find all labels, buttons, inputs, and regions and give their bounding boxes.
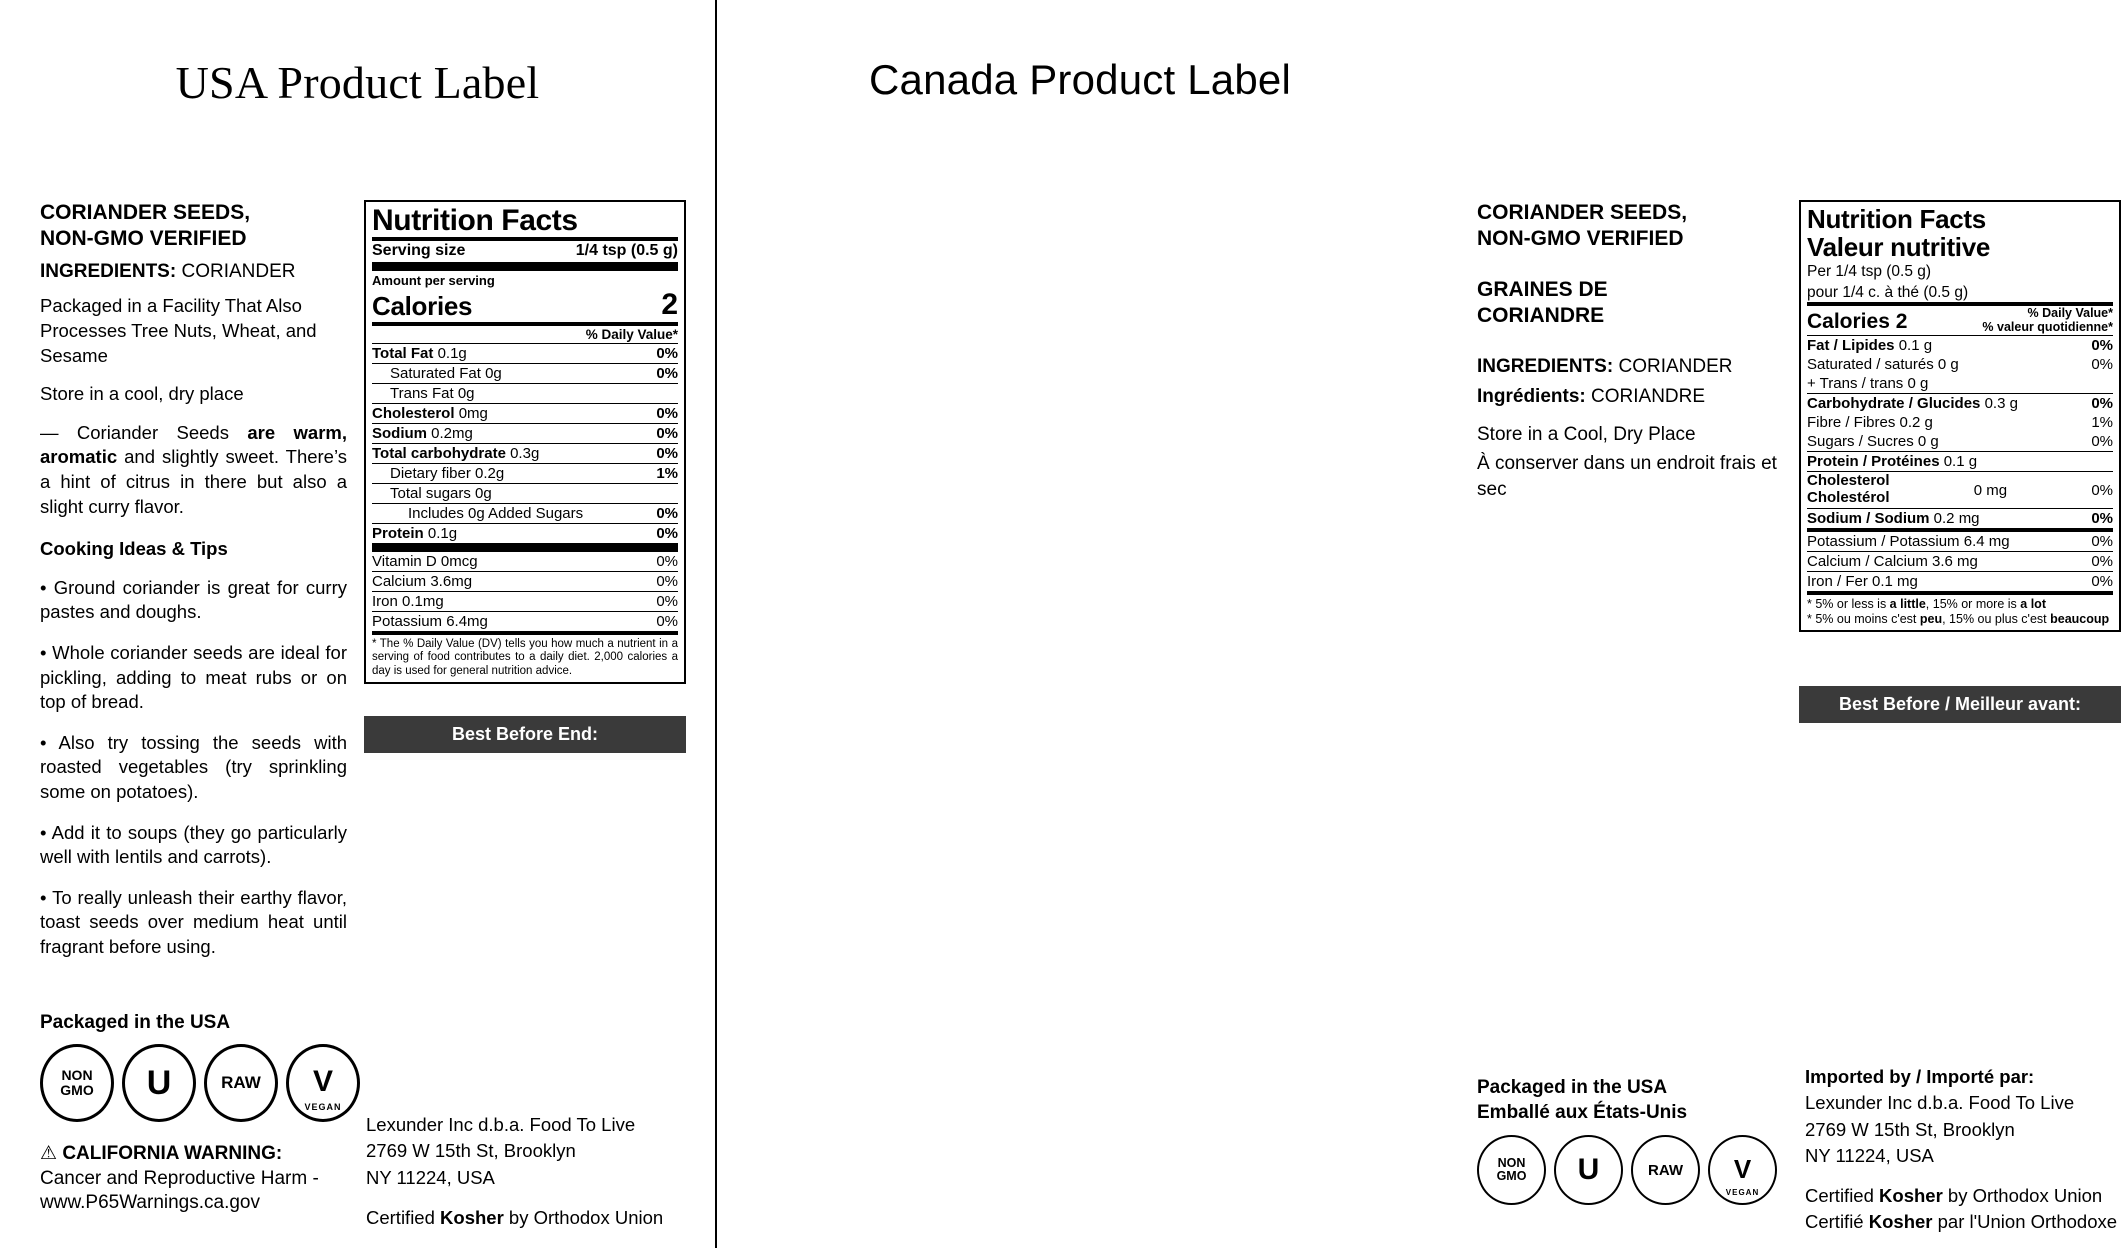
non-gmo-seal-line1: NON <box>61 1067 93 1084</box>
canada-nf-row-fat-dv: 0% <box>2091 337 2113 355</box>
non-gmo-seal-line1: NON <box>1497 1156 1526 1171</box>
usa-nf-row-fiber-value: 0.2g <box>475 464 505 482</box>
usa-nf-amount-label: Amount per serving <box>372 272 495 288</box>
canada-kosher-fr-bold: Kosher <box>1868 1211 1933 1233</box>
usa-nf-row-sodium-value: 0.2mg <box>431 424 473 442</box>
usa-california-warning <box>40 1142 360 1216</box>
canada-nf-row-carbs-label: Carbohydrate / Glucides <box>1807 395 1981 413</box>
non-gmo-seal-line2: GMO <box>60 1082 94 1098</box>
usa-description-pre: — Coriander Seeds <box>40 421 248 443</box>
usa-description-mid: and slightly sweet. There’s a hint of citrus in there but also a slight curry flavor. <box>40 446 347 517</box>
usa-tip-5: • To really unleash their earthy flavor, toast seeds over medium heat until fragrant before using. <box>40 886 347 957</box>
canada-nf-row-calcium-label: Calcium / Calcium 3.6 mg <box>1807 552 1978 570</box>
canada-nf-cholesterol-value: 0 mg <box>1973 481 2008 499</box>
usa-nf-row-sodium-label: Sodium <box>372 424 427 442</box>
canada-nf-row-saturated-label: Saturated / saturés <box>1807 356 1934 374</box>
vegan-seal <box>286 1044 360 1122</box>
canada-nf-title-fr: Valeur nutritive <box>1807 232 1991 263</box>
kosher-u-seal-letter: U <box>1577 1153 1600 1187</box>
canada-nf-row-fibre-label: Fibre / Fibres <box>1807 414 1896 432</box>
raw-seal <box>204 1044 278 1122</box>
canada-nf-dv-header-fr: % valeur quotidienne* <box>1982 320 2113 335</box>
usa-nf-row-carbs <box>372 444 678 463</box>
usa-address-block <box>366 1112 696 1231</box>
usa-nf-row-total-fat <box>372 344 678 363</box>
kosher-u-seal <box>1554 1135 1623 1205</box>
usa-nf-row-sodium <box>372 424 678 443</box>
canada-nf-row-protein <box>1807 452 2113 471</box>
canada-product-name-fr <box>1477 277 1787 328</box>
canada-packaged-block <box>1477 1076 1777 1205</box>
usa-nf-calories-value: 2 <box>661 287 678 321</box>
vegan-seal-letter: V <box>312 1065 333 1098</box>
usa-nf-row-sodium-dv: 0% <box>656 424 678 442</box>
canada-product-name-fr-line2: CORIANDRE <box>1477 303 1605 327</box>
usa-nf-row-iron-label: Iron 0.1mg <box>372 592 444 610</box>
canada-storage-en: Store in a Cool, Dry Place <box>1477 423 1696 445</box>
usa-nf-row-total-fat-dv: 0% <box>656 344 678 362</box>
kosher-u-seal-letter: U <box>146 1064 172 1102</box>
canada-nf-foot-fr-b1: peu <box>1919 611 1943 626</box>
canada-ingredients-label-fr: Ingrédients: <box>1477 386 1586 408</box>
canada-nf-row-potassium-label: Potassium / Potassium 6.4 mg <box>1807 532 2010 550</box>
usa-bottom-block <box>40 1012 360 1216</box>
usa-description <box>40 421 347 519</box>
canada-nf-row-calcium-dv: 0% <box>2091 552 2113 570</box>
canada-ingredients-en <box>1477 354 1787 380</box>
canada-nf-row-sugars <box>1807 432 2113 451</box>
usa-nf-row-added-sugars <box>372 504 678 523</box>
canada-nf-footnote-fr <box>1807 612 2109 626</box>
canada-nf-foot-en-b1: a little <box>1889 596 1926 611</box>
usa-address-line2: 2769 W 15th St, Brooklyn <box>366 1140 576 1162</box>
canada-nf-row-sodium <box>1807 509 2113 528</box>
usa-kosher-post: by Orthodox Union <box>503 1206 664 1228</box>
usa-product-name-line1: CORIANDER SEEDS, <box>40 201 251 224</box>
canada-nf-row-sugars-dv: 0% <box>2091 433 2113 451</box>
canada-best-before-bar: Best Before / Meilleur avant: <box>1799 686 2121 723</box>
non-gmo-seal-line2: GMO <box>1496 1169 1527 1184</box>
vegan-seal-letter: V <box>1733 1154 1752 1185</box>
usa-nf-row-carbs-dv: 0% <box>656 444 678 462</box>
usa-cooking-head: Cooking Ideas & Tips <box>40 538 228 560</box>
usa-description-bold: are warm, aromatic <box>40 421 347 468</box>
usa-nutrition-facts-panel <box>364 200 686 684</box>
usa-nf-row-trans-fat-value: 0g <box>457 384 475 402</box>
usa-best-before-bar: Best Before End: <box>364 716 686 753</box>
usa-tip-1: • Ground coriander is great for curry pastes and doughs. <box>40 576 347 623</box>
usa-tip-2: • Whole coriander seeds are ideal for pickling, adding to meat rubs or on top of bread. <box>40 642 347 713</box>
usa-storage-note: Store in a cool, dry place <box>40 383 244 405</box>
canada-packaged-fr: Emballé aux États-Unis <box>1477 1101 1688 1123</box>
vegan-seal <box>1708 1135 1777 1205</box>
usa-nf-dv-header: % Daily Value* <box>585 326 678 342</box>
canada-storage-fr: À conserver dans un endroit frais et sec <box>1477 453 1777 500</box>
usa-nf-row-calcium-label: Calcium 3.6mg <box>372 572 473 590</box>
canada-nf-row-sugars-value: 0 g <box>1917 433 1939 451</box>
usa-nf-row-cholesterol-dv: 0% <box>656 404 678 422</box>
canada-nf-row-cholesterol <box>1807 472 2113 508</box>
canada-kosher-en-bold: Kosher <box>1879 1185 1943 1207</box>
usa-left-column <box>40 200 347 976</box>
usa-nf-row-potassium-label: Potassium 6.4mg <box>372 612 488 630</box>
usa-warning-line2: www.P65Warnings.ca.gov <box>40 1192 261 1214</box>
usa-nf-serving-label: Serving size <box>372 241 466 259</box>
canada-nf-per-fr: pour 1/4 c. à thé (0.5 g) <box>1807 283 1969 301</box>
canada-nf-row-calcium <box>1807 552 2113 571</box>
canada-packaged-en: Packaged in the USA <box>1477 1077 1668 1098</box>
canada-nf-row-carbs-dv: 0% <box>2091 395 2113 413</box>
usa-tip-3: • Also try tossing the seeds with roasted vegetables (try sprinkling some on potatoes). <box>40 731 347 802</box>
canada-nf-row-fibre-dv: 1% <box>2091 414 2113 432</box>
usa-seal-group <box>40 1044 360 1122</box>
usa-ingredients-label: INGREDIENTS: <box>40 261 177 283</box>
usa-address-line3: NY 11224, USA <box>366 1166 495 1188</box>
usa-nf-row-vitamin-d <box>372 552 678 571</box>
usa-nf-row-potassium-dv: 0% <box>656 612 678 630</box>
canada-nf-row-saturated-dv: 0% <box>2091 356 2113 374</box>
vegan-seal-word: VEGAN <box>1725 1188 1760 1198</box>
usa-ingredients-value: CORIANDER <box>181 261 296 283</box>
canada-kosher-fr <box>1805 1209 2125 1235</box>
usa-kosher-pre: Certified <box>366 1206 441 1228</box>
canada-nf-cholesterol-dv: 0% <box>2091 481 2113 499</box>
usa-nf-row-added-sugars-dv: 0% <box>656 504 678 522</box>
usa-nf-row-added-sugars-label: Includes 0g Added Sugars <box>408 504 584 522</box>
usa-panel-title: USA Product Label <box>175 57 540 108</box>
canada-nf-row-fibre <box>1807 413 2113 432</box>
canada-address-line2: 2769 W 15th St, Brooklyn <box>1805 1118 2015 1140</box>
usa-nf-row-sugars-value: 0g <box>475 484 492 502</box>
usa-nf-row-calcium <box>372 572 678 591</box>
canada-nf-calories-row <box>1807 306 2113 335</box>
canada-nf-row-carbs-value: 0.3 g <box>1984 395 2018 413</box>
usa-nf-row-trans-fat-label: Trans Fat <box>390 384 454 402</box>
usa-facility-note: Packaged in a Facility That Also Processes Tree Nuts, Wheat, and Sesame <box>40 295 317 366</box>
canada-nf-dv-header-en: % Daily Value* <box>2027 306 2113 321</box>
canada-ingredients-value-en: CORIANDER <box>1618 356 1733 378</box>
usa-nf-row-protein <box>372 524 678 543</box>
usa-nf-row-protein-value: 0.1g <box>427 524 458 542</box>
canada-nf-row-trans <box>1807 374 2113 393</box>
canada-nf-cholesterol-fr: Cholestérol <box>1807 489 1890 507</box>
raw-seal-label: RAW <box>1648 1161 1683 1179</box>
usa-address-line1: Lexunder Inc d.b.a. Food To Live <box>366 1114 636 1135</box>
usa-product-name <box>40 200 347 251</box>
canada-nf-row-fat-value: 0.1 g <box>1898 337 1933 355</box>
usa-ingredients <box>40 259 347 284</box>
usa-warning-head: CALIFORNIA WARNING <box>62 1143 276 1164</box>
canada-nf-row-potassium <box>1807 532 2113 551</box>
canada-nf-row-protein-value: 0.1 g <box>1943 453 1978 471</box>
usa-kosher-bold: Kosher <box>440 1206 504 1228</box>
raw-seal-label: RAW <box>221 1073 261 1092</box>
usa-nf-serving-row <box>372 241 678 262</box>
canada-nf-foot-fr-b2: beaucoup <box>2050 611 2110 626</box>
canada-panel <box>715 0 2118 1248</box>
canada-nf-foot-en-mid: , 15% or more is <box>1925 596 2021 611</box>
usa-nf-footnote: * The % Daily Value (DV) tells you how much a nutrient in a serving of food contributes to a daily diet. 2,000 calories a day is used for general nutrition advice. <box>372 637 678 677</box>
usa-nf-row-iron-dv: 0% <box>656 592 678 610</box>
canada-nf-foot-fr-pre: * 5% ou moins c'est <box>1807 611 1920 626</box>
canada-kosher-en <box>1805 1183 2125 1209</box>
canada-nf-foot-en-pre: * 5% or less is <box>1807 596 1890 611</box>
usa-panel <box>0 0 715 1248</box>
canada-nf-row-sodium-value: 0.2 mg <box>1933 509 1980 527</box>
canada-nf-foot-fr-mid: , 15% ou plus c'est <box>1942 611 2051 626</box>
usa-nf-rule-2 <box>372 262 678 271</box>
usa-nf-row-vitamin-d-dv: 0% <box>656 552 678 570</box>
usa-nf-row-protein-dv: 0% <box>656 524 678 542</box>
usa-nf-row-sat-fat-value: 0g <box>485 364 502 382</box>
usa-nf-row-cholesterol-value: 0mg <box>458 404 488 422</box>
usa-tip-4: • Add it to soups (they go particularly well with lentils and carrots). <box>40 821 347 868</box>
usa-nf-row-fiber-label: Dietary fiber <box>390 464 471 482</box>
canada-nf-row-iron <box>1807 572 2113 591</box>
canada-nf-row-fibre-value: 0.2 g <box>1899 414 1933 432</box>
usa-nf-row-sugars <box>372 484 678 503</box>
usa-nf-row-sat-fat-dv: 0% <box>656 364 678 382</box>
non-gmo-seal <box>1477 1135 1546 1205</box>
usa-nf-row-sat-fat <box>372 364 678 383</box>
usa-nf-row-sugars-label: Total sugars <box>390 484 471 502</box>
canada-nf-row-carbs <box>1807 394 2113 413</box>
usa-nf-row-fiber-dv: 1% <box>656 464 678 482</box>
canada-nutrition-facts-panel <box>1799 200 2121 632</box>
canada-nf-per-en: Per 1/4 tsp (0.5 g) <box>1807 263 1932 281</box>
usa-nf-row-fiber <box>372 464 678 483</box>
canada-nf-row-sodium-dv: 0% <box>2091 509 2113 527</box>
canada-nf-row-trans-label: + Trans / trans <box>1807 375 1904 393</box>
canada-seal-group <box>1477 1135 1777 1205</box>
usa-nf-row-calcium-dv: 0% <box>656 572 678 590</box>
usa-nf-row-vitamin-d-label: Vitamin D 0mcg <box>372 552 478 570</box>
usa-nf-row-trans-fat <box>372 384 678 403</box>
canada-nf-row-trans-value: 0 g <box>1907 375 1929 393</box>
usa-nf-row-carbs-value: 0.3g <box>510 444 540 462</box>
canada-address-line1: Lexunder Inc d.b.a. Food To Live <box>1805 1092 2075 1114</box>
usa-nf-calories-row <box>372 288 678 322</box>
canada-nf-row-protein-label: Protein / Protéines <box>1807 453 1940 471</box>
canada-kosher-fr-pre: Certifié <box>1805 1211 1869 1233</box>
usa-nf-row-iron <box>372 592 678 611</box>
canada-product-name-fr-line1: GRAINES DE <box>1477 278 1608 302</box>
canada-nf-row-iron-dv: 0% <box>2091 572 2113 590</box>
canada-nf-row-fat-label: Fat / Lipides <box>1807 337 1895 355</box>
kosher-u-seal <box>122 1044 196 1122</box>
canada-product-name-line2: NON-GMO VERIFIED <box>1477 226 1684 250</box>
canada-importer-block <box>1805 1064 2125 1236</box>
usa-nf-calories-label: Calories <box>372 290 473 321</box>
canada-nf-title-en: Nutrition Facts <box>1807 204 1986 234</box>
canada-nf-cholesterol-en: Cholesterol <box>1807 472 1890 490</box>
usa-nf-row-cholesterol-label: Cholesterol <box>372 404 455 422</box>
vegan-seal-word: VEGAN <box>304 1102 342 1112</box>
raw-seal <box>1631 1135 1700 1205</box>
canada-address-line3: NY 11224, USA <box>1805 1144 1934 1166</box>
canada-panel-title: Canada Product Label <box>869 56 1291 103</box>
usa-packaged-in: Packaged in the USA <box>40 1012 231 1033</box>
canada-nf-row-saturated-value: 0 g <box>1937 356 1959 374</box>
canada-kosher-en-post: by Orthodox Union <box>1942 1185 2103 1207</box>
canada-nf-foot-en-b2: a lot <box>2020 596 2046 611</box>
usa-nf-row-potassium <box>372 612 678 631</box>
usa-nf-title: Nutrition Facts <box>372 204 578 237</box>
canada-nf-row-saturated <box>1807 355 2113 374</box>
canada-nf-footnote-en <box>1807 597 2046 611</box>
usa-product-name-line2: NON-GMO VERIFIED <box>40 226 247 250</box>
usa-nf-row-cholesterol <box>372 404 678 423</box>
usa-nf-row-carbs-label: Total carbohydrate <box>372 444 506 462</box>
canada-nf-row-potassium-dv: 0% <box>2091 532 2113 550</box>
canada-ingredients-value-fr: CORIANDRE <box>1591 386 1706 408</box>
canada-imported-head: Imported by / Importé par: <box>1805 1066 2035 1087</box>
canada-left-column <box>1477 200 1787 503</box>
usa-warning-colon: : <box>275 1143 283 1164</box>
usa-nf-row-total-fat-label: Total Fat <box>372 344 434 362</box>
canada-nf-row-iron-label: Iron / Fer 0.1 mg <box>1807 572 1918 590</box>
canada-kosher-fr-post: par l'Union Orthodoxe <box>1932 1211 2118 1233</box>
canada-nf-footnote <box>1807 595 2113 628</box>
usa-kosher-line <box>366 1205 696 1231</box>
canada-nf-calories: Calories 2 <box>1807 310 1908 334</box>
canada-ingredients-fr <box>1477 384 1787 410</box>
canada-kosher-en-pre: Certified <box>1805 1185 1880 1207</box>
canada-nf-dv-header <box>1982 306 2113 334</box>
warning-triangle-icon: ⚠ <box>40 1143 58 1164</box>
canada-product-name-line1: CORIANDER SEEDS, <box>1477 201 1688 224</box>
usa-nf-row-total-fat-value: 0.1g <box>437 344 467 362</box>
canada-nf-row-sugars-label: Sugars / Sucres <box>1807 433 1914 451</box>
usa-nf-row-sat-fat-label: Saturated Fat <box>390 364 481 382</box>
non-gmo-seal <box>40 1044 114 1122</box>
canada-ingredients-label-en: INGREDIENTS: <box>1477 356 1614 378</box>
usa-nf-row-protein-label: Protein <box>372 524 424 542</box>
canada-product-name <box>1477 200 1787 251</box>
usa-warning-line1: Cancer and Reproductive Harm - <box>40 1167 319 1189</box>
canada-nf-row-sodium-label: Sodium / Sodium <box>1807 509 1930 527</box>
usa-nf-serving-value: 1/4 tsp (0.5 g) <box>575 241 678 259</box>
canada-nf-row-fat <box>1807 336 2113 355</box>
